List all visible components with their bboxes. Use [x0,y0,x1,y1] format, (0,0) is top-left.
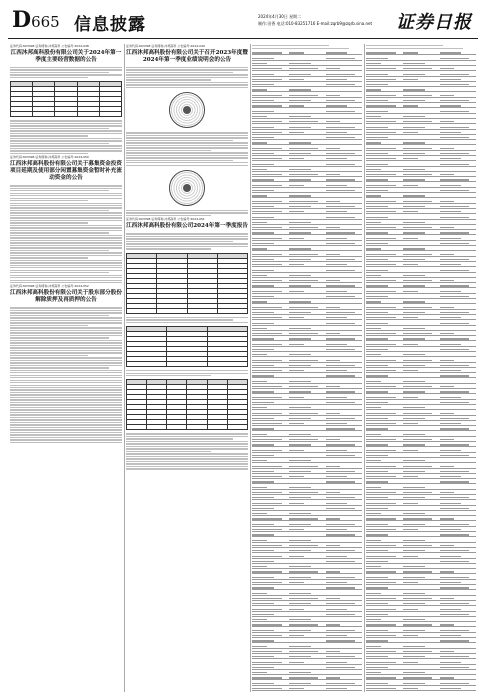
date-line: 2024年4月30日 星期二 [258,14,302,19]
body-text [126,132,248,166]
body-text [10,185,122,283]
announcement-headline: 江西沐邦高科股份有限公司关于募集资金投资项目延期及使用部分闲置募集资金暂时补充流动资金的公告 [10,161,122,182]
column-divider [250,44,251,692]
body-text [126,67,248,88]
body-text [10,67,122,78]
column-3-balance-sheet [252,44,362,692]
table-row [252,690,362,692]
shareholder-table [126,379,248,430]
announcement-headline: 江西沐邦高科股份有限公司关于召开2023年度暨2024年第一季度业绩说明会的公告 [126,50,248,63]
announcement-codes: 证券代码:603398 证券简称:沐邦高科 公告编号:2024-050 [10,155,89,160]
column-1 [10,44,122,692]
announcement-codes: 证券代码:603398 证券简称:沐邦高科 公告编号:2024-049 [126,44,205,48]
announcement-headline: 江西沐邦高科股份有限公司关于股东部分股份解除质押及再质押的公告 [10,290,122,304]
company-seal-icon [169,170,205,206]
body-text [126,233,248,249]
contact-line: 制作:田香 电话:010-83251716 E-mail:zqrb9@zqrb.sina.net [258,21,373,26]
cash-flow-table [366,50,476,692]
body-text [126,370,248,376]
announcement-headline: 江西沐邦高科股份有限公司2024年第一季度报告 [126,223,248,230]
financial-table [126,253,248,314]
body-text [126,317,248,323]
body-text [252,45,362,49]
table-row [366,690,476,692]
page-number: 665 [31,13,60,31]
announcement-codes: 证券代码:603398 证券简称:沐邦高科 公告编号:2024-051 [126,217,205,222]
qr-code-icon [169,92,205,128]
data-table [10,81,122,117]
column-2 [126,44,248,692]
newspaper-logo: 证券日报 [396,12,472,33]
column-4-cash-flow [366,44,476,692]
announcement-codes: 证券代码:603398 证券简称:沐邦高科 公告编号:2024-052 [10,284,89,289]
announcement-headline: 江西沐邦高科股份有限公司关于2024年第一季度主要经营数据的公告 [10,50,122,63]
body-text [10,307,122,443]
body-text [366,45,476,49]
announcement-codes: 证券代码:603398 证券简称:沐邦高科 公告编号:2024-048 [10,44,89,48]
body-text [10,120,122,154]
section-title: 信息披露 [74,15,146,35]
column-divider [124,44,125,692]
column-divider [364,44,365,692]
financial-table [126,326,248,367]
page-letter: D [12,7,32,33]
body-text [126,210,248,216]
masthead [8,6,478,39]
page-code [12,8,60,34]
body-text [126,433,248,469]
balance-sheet-table [252,50,362,692]
